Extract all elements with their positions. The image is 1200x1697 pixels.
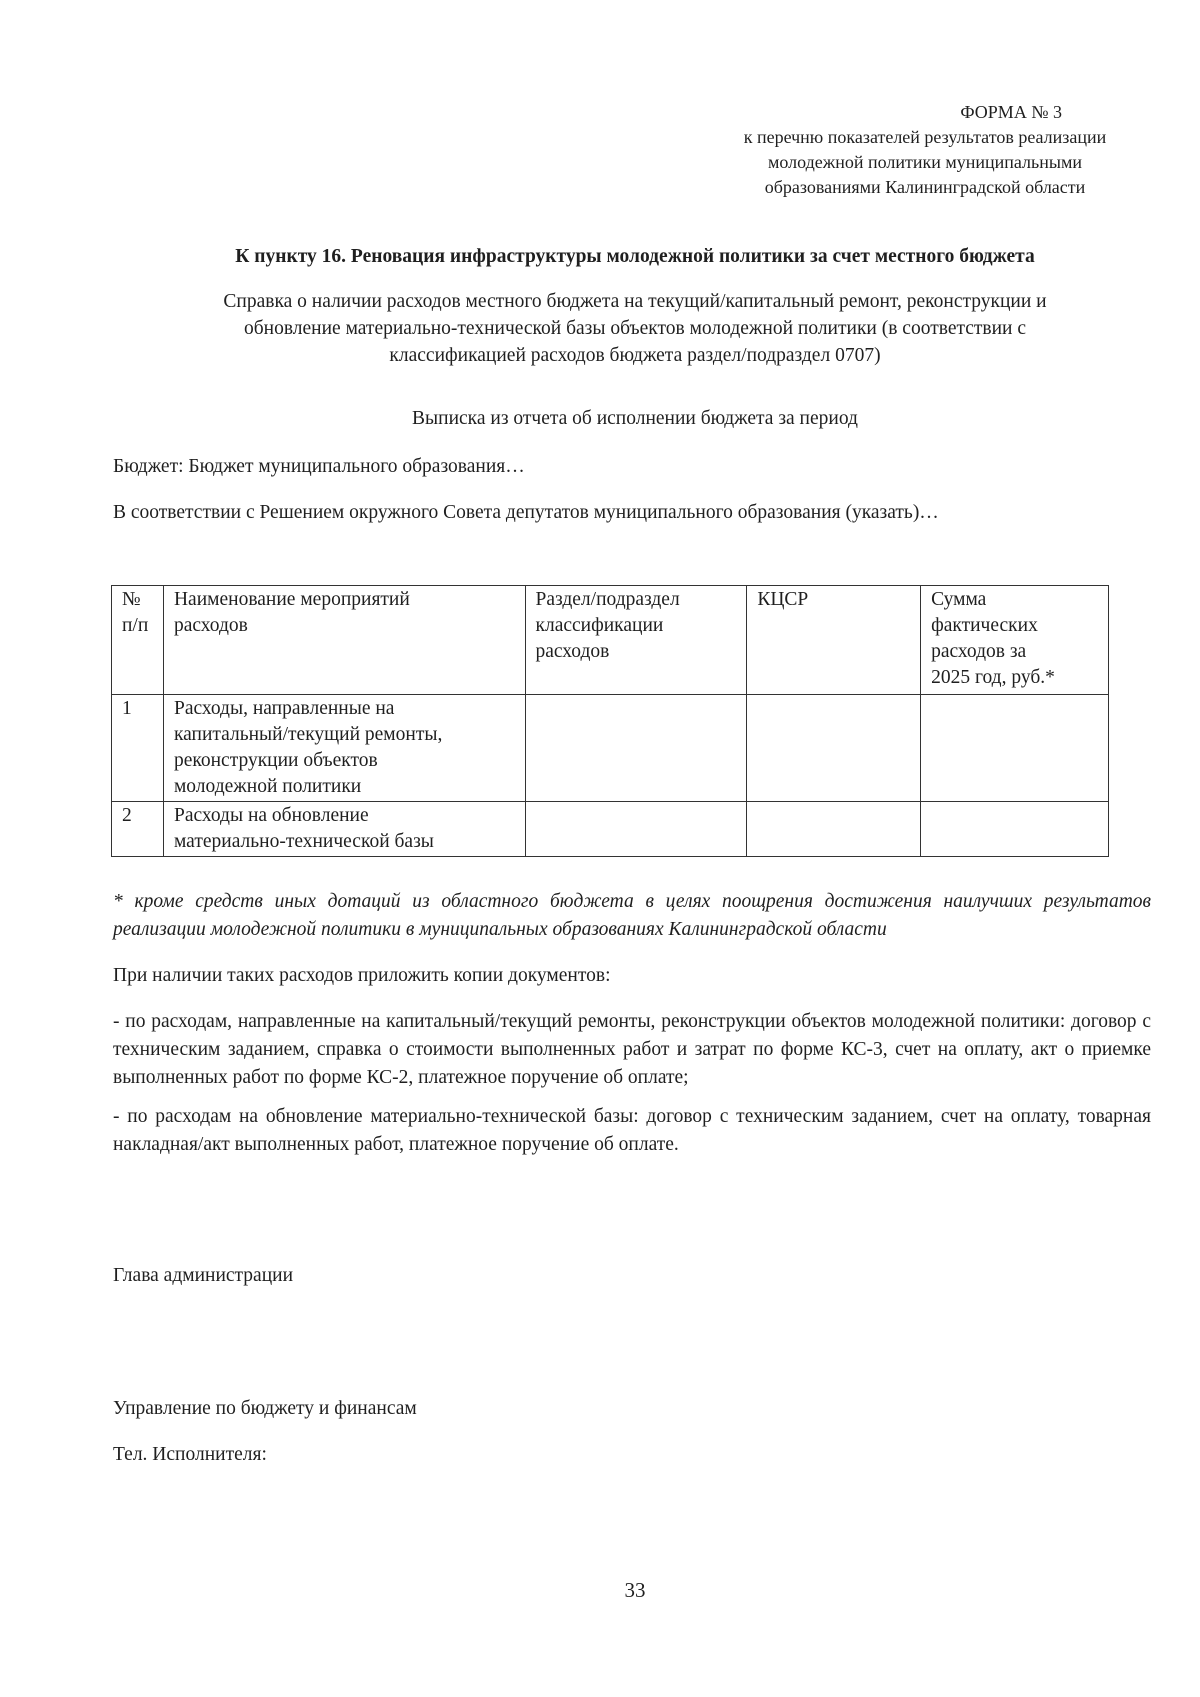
attachments-material: - по расходам на обновление материально-технической базы: договор с техническим заданием, счет на оплату, товарная накладная/акт выполненных работ, платежное поручение об оплате. [113, 1106, 1151, 1155]
header-text: № [122, 589, 141, 610]
attachments-intro: При наличии таких расходов приложить копии документов: [113, 965, 611, 986]
budget-line: Бюджет: Бюджет муниципального образования… [113, 456, 525, 477]
form-header [710, 100, 1140, 200]
header-text: расходов [535, 641, 610, 662]
expenses-table [111, 585, 1109, 857]
header-text: расходов [173, 615, 248, 636]
extract-title: Выписка из отчета об исполнении бюджета за период [412, 408, 858, 429]
header-num [112, 586, 164, 695]
cell-sum [921, 695, 1109, 802]
cell-name [163, 695, 525, 802]
attachments-repair: - по расходам, направленные на капитальный/текущий ремонты, реконструкции объектов молодежной политики: договор с техническим заданием, справка о стоимости выполненных работ и затрат по форме КС-3, счет на оплату, акт о приемке выполненных работ по форме КС-2, платежное поручение об оплате; [113, 1011, 1151, 1088]
cell-kcsr [747, 695, 921, 802]
header-text: расходов за [931, 641, 1027, 662]
header-text: 2025 год, руб.* [931, 667, 1055, 688]
decision-line: В соответствии с Решением окружного Совета депутатов муниципального образования (указать)… [113, 502, 939, 523]
form-header-line: молодежной политики муниципальными [768, 152, 1082, 172]
header-text: классификации [535, 615, 664, 636]
signature-phone: Тел. Исполнителя: [113, 1444, 267, 1465]
form-header-line: к перечню показателей результатов реализации [743, 127, 1107, 147]
header-kcsr [747, 586, 921, 695]
header-text: Наименование мероприятий [173, 589, 410, 610]
form-header-line: образованиями Калининградской области [764, 177, 1086, 197]
header-name [163, 586, 525, 695]
table-row [112, 695, 1109, 802]
cell-num: 1 [112, 695, 164, 802]
header-text: фактических [931, 615, 1038, 636]
cell-text: Расходы на обновление [173, 805, 369, 826]
table-header-row [112, 586, 1109, 695]
header-text: Сумма [931, 589, 987, 610]
header-text: Раздел/подраздел [535, 589, 680, 610]
signature-head: Глава администрации [113, 1265, 294, 1286]
table-row [112, 802, 1109, 857]
cell-sum [921, 802, 1109, 857]
cell-kcsr [747, 802, 921, 857]
cell-text: молодежной политики [173, 776, 362, 797]
header-text: п/п [122, 615, 149, 636]
cell-text: Расходы, направленные на [173, 698, 395, 719]
subheading-line: обновление материально-технической базы объектов молодежной политики (в соответствии с [243, 318, 1027, 339]
page-number: 33 [624, 1578, 646, 1602]
cell-text: капитальный/текущий ремонты, [173, 724, 443, 745]
cell-name [163, 802, 525, 857]
signature-finance: Управление по бюджету и финансам [113, 1398, 417, 1419]
form-number: ФОРМА № 3 [960, 102, 1062, 122]
certificate-subheading [145, 288, 1125, 369]
header-section [525, 586, 747, 695]
subheading-line: классификацией расходов бюджета раздел/подраздел 0707) [389, 345, 881, 366]
cell-text: материально-технической базы [173, 831, 434, 852]
header-sum [921, 586, 1109, 695]
header-text: КЦСР [757, 589, 809, 610]
cell-text: реконструкции объектов [173, 750, 378, 771]
section-heading: К пункту 16. Реновация инфраструктуры молодежной политики за счет местного бюджета [235, 246, 1035, 267]
cell-section [525, 695, 747, 802]
cell-num: 2 [112, 802, 164, 857]
subheading-line: Справка о наличии расходов местного бюджета на текущий/капитальный ремонт, реконструкции и [223, 291, 1047, 312]
footnote: * кроме средств иных дотаций из областного бюджета в целях поощрения достижения наилучших результатов реализации молодежной политики в муниципальных образованиях Калининградской области [113, 891, 1151, 940]
cell-section [525, 802, 747, 857]
